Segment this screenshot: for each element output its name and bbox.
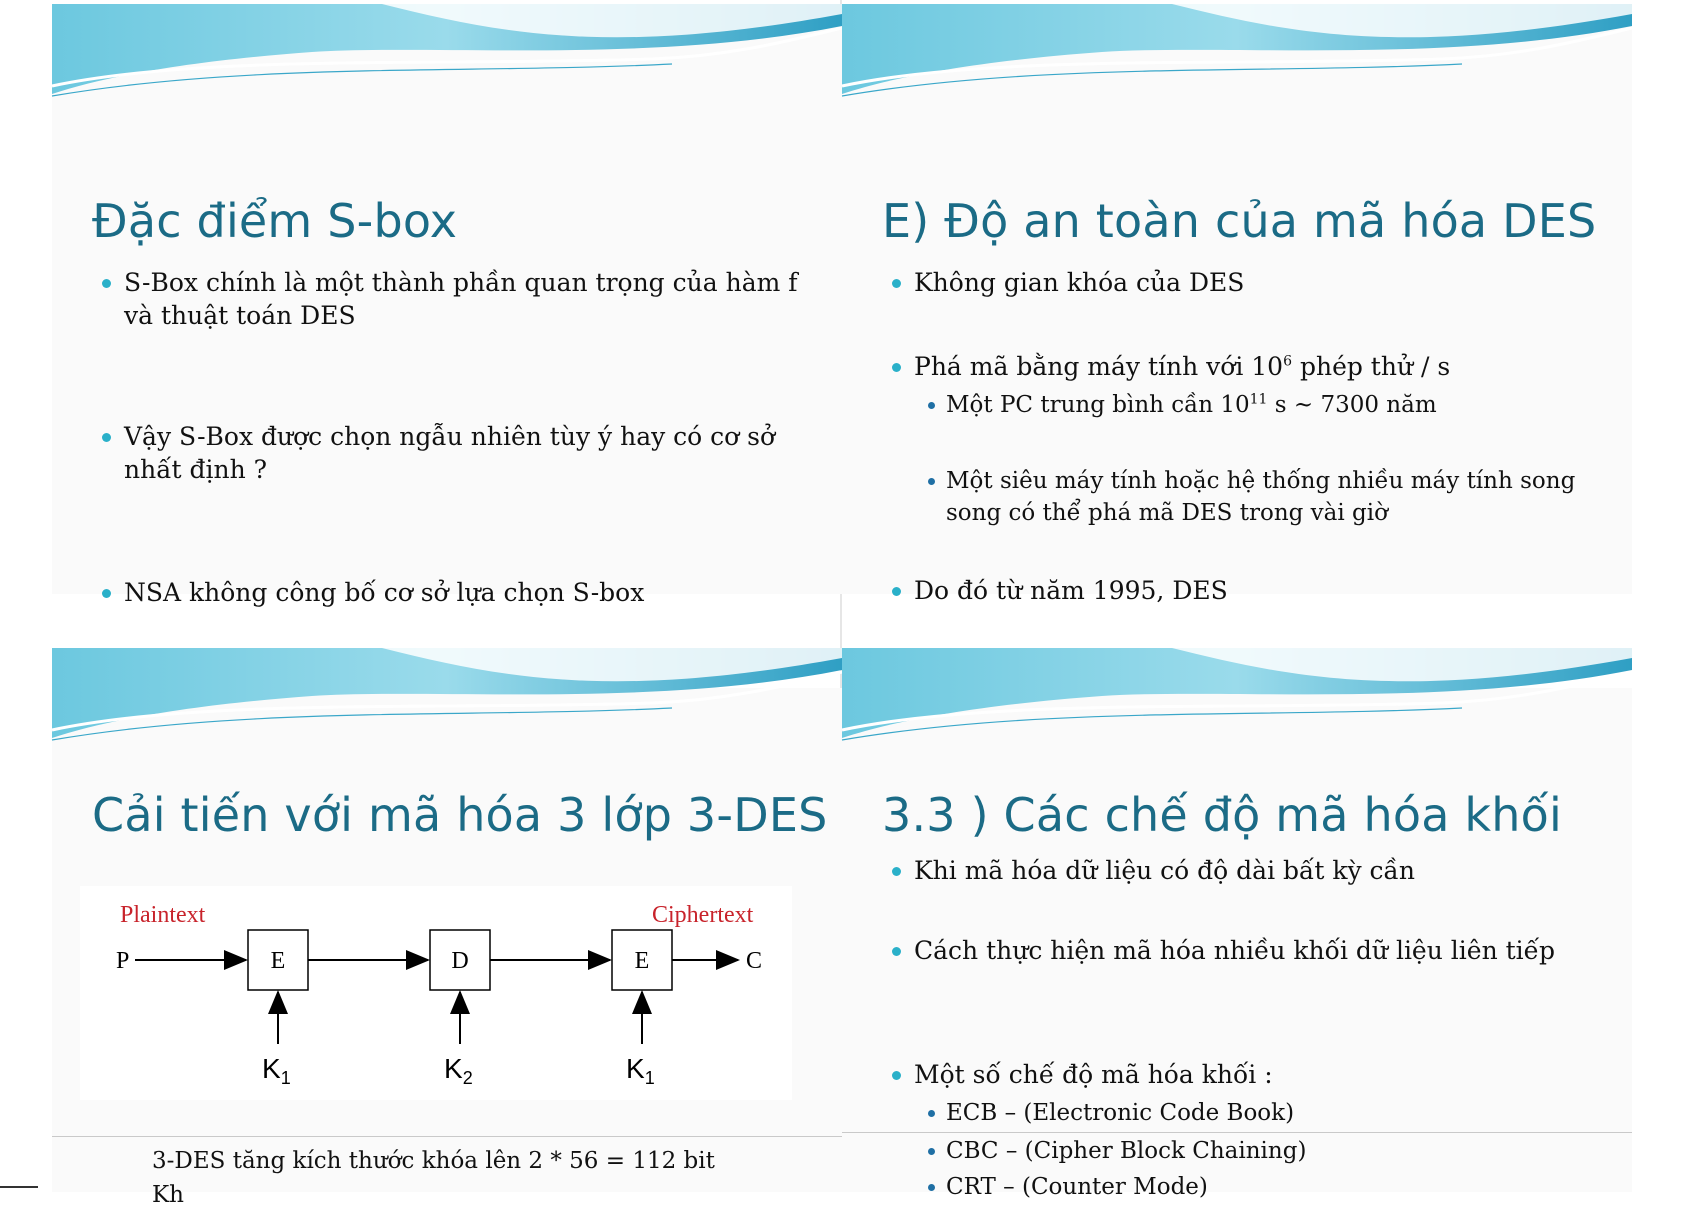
bullet-item: Không gian khóa của DES xyxy=(914,266,1244,299)
sub-bullet-item: Một siêu máy tính hoặc hệ thống nhiều máy tính song xyxy=(946,466,1575,497)
bullet-dot-icon xyxy=(892,867,901,876)
sub-bullet-item: CRT – (Counter Mode) xyxy=(946,1172,1208,1203)
header-wave xyxy=(842,648,1632,768)
box-label: E xyxy=(634,948,650,974)
box-label: D xyxy=(451,948,469,974)
bullet-item: Vậy S-Box được chọn ngẫu nhiên tùy ý hay có cơ sở xyxy=(124,420,775,453)
bullet-dot-icon xyxy=(102,589,111,598)
slide-3des xyxy=(52,688,842,1208)
slide-des-security xyxy=(842,4,1632,605)
ciphertext-label: Ciphertext xyxy=(652,902,754,928)
slide-block-modes xyxy=(842,688,1632,1200)
3des-diagram xyxy=(80,886,792,1100)
key-label: $K_1$ xyxy=(626,1053,655,1088)
sub-bullet-dot-icon xyxy=(928,1148,935,1155)
bullet-item: Khi mã hóa dữ liệu có độ dài bất kỳ cần xyxy=(914,854,1415,887)
footer-divider xyxy=(842,1132,1632,1133)
sub-bullet-dot-icon xyxy=(928,478,935,485)
bullet-item: Phá mã bằng máy tính với $10^6$ phép thử / s xyxy=(914,350,1450,383)
plaintext-label: Plaintext xyxy=(120,902,206,928)
bullet-continuation: nhất định ? xyxy=(124,455,268,484)
sub-bullet-dot-icon xyxy=(928,402,935,409)
slide-title: E) Độ an toàn của mã hóa DES xyxy=(882,194,1597,248)
bullet-dot-icon xyxy=(892,1071,901,1080)
slide-title: Đặc điểm S-box xyxy=(92,194,458,248)
sub-bullet-dot-icon xyxy=(928,1184,935,1191)
box-label: E xyxy=(270,948,286,974)
sub-bullet-item: ECB – (Electronic Code Book) xyxy=(946,1098,1294,1129)
key-label: $K_1$ xyxy=(262,1053,291,1088)
bullet-item: Do đó từ năm 1995, DES xyxy=(914,574,1228,607)
footer-divider xyxy=(52,1136,842,1137)
bullet-dot-icon xyxy=(102,279,111,288)
key-label: $K_2$ xyxy=(444,1053,473,1088)
note-text: 3-DES tăng kích thước khóa lên 2 * 56 = 112 bit xyxy=(152,1148,715,1174)
header-wave xyxy=(52,648,842,768)
output-label: C xyxy=(746,948,763,974)
sub-bullet-item: Một PC trung bình cần $10^{11}$ s ~ 7300 năm xyxy=(946,390,1437,421)
bullet-dot-icon xyxy=(892,363,901,372)
bullet-dot-icon xyxy=(892,947,901,956)
slide-title: Cải tiến với mã hóa 3 lớp 3-DES xyxy=(92,788,828,842)
bullet-item: Cách thực hiện mã hóa nhiều khối dữ liệu liên tiếp xyxy=(914,934,1555,967)
bullet-item: S-Box chính là một thành phần quan trọng của hàm f xyxy=(124,266,798,299)
slide-title: 3.3 ) Các chế độ mã hóa khối xyxy=(882,788,1562,842)
bullet-dot-icon xyxy=(892,587,901,596)
bullet-item: Một số chế độ mã hóa khối : xyxy=(914,1058,1273,1091)
sub-bullet-item: CBC – (Cipher Block Chaining) xyxy=(946,1136,1306,1167)
bullet-item: NSA không công bố cơ sở lựa chọn S-box xyxy=(124,576,644,609)
bullet-continuation: và thuật toán DES xyxy=(124,301,356,330)
page-edge-mark xyxy=(0,1186,38,1188)
slide-s-box xyxy=(52,4,842,607)
sub-bullet-dot-icon xyxy=(928,1110,935,1117)
header-wave xyxy=(52,4,842,124)
bullet-dot-icon xyxy=(892,279,901,288)
input-label: P xyxy=(116,948,130,974)
note-text: Kh xyxy=(152,1182,184,1208)
header-wave xyxy=(842,4,1632,124)
sub-bullet-continuation: song có thể phá mã DES trong vài giờ xyxy=(946,500,1388,526)
bullet-dot-icon xyxy=(102,433,111,442)
